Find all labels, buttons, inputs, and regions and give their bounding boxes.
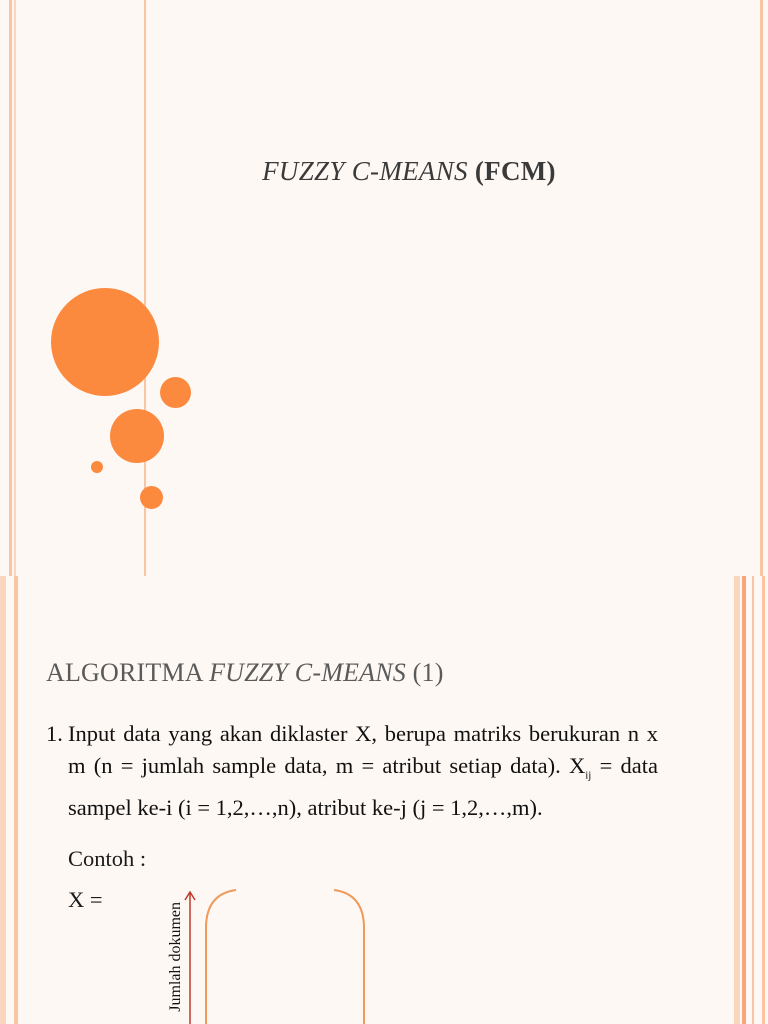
step-paragraph	[46, 718, 658, 824]
subscript-ij: ij	[585, 769, 592, 782]
heading-italic: FUZZY C-MEANS	[209, 658, 406, 687]
content-slide	[0, 576, 768, 1024]
decor-line	[0, 576, 6, 1024]
step-number: 1.	[46, 721, 63, 746]
decor-circle	[160, 377, 191, 408]
slide-title	[0, 156, 768, 187]
title-italic: FUZZY C-MEANS	[262, 156, 468, 186]
matrix-label: X =	[68, 887, 103, 912]
decor-line	[752, 576, 754, 1024]
decor-circle	[91, 461, 103, 473]
decor-line	[14, 0, 16, 576]
axis-label: Jumlah dokumen	[167, 902, 184, 1012]
step-text	[68, 718, 658, 824]
step-text-a: Input data yang akan diklaster X, berupa matriks berukuran n x m (n = jumlah sample data, m = atribut setiap data). X	[68, 721, 658, 778]
decor-circle	[110, 409, 164, 463]
heading-suffix: (1)	[405, 658, 444, 687]
step-text-b: = data sampel ke-i (i = 1,2,…,n), atribut ke-j (j = 1,2,…,m).	[68, 753, 658, 820]
decor-line	[762, 576, 765, 1024]
decor-circle-large	[51, 288, 159, 396]
heading-plain: ALGORITMA	[46, 658, 210, 687]
decor-line	[14, 576, 18, 1024]
decor-line	[734, 576, 740, 1024]
decor-line	[742, 576, 746, 1024]
matrix-brackets	[200, 888, 370, 1024]
decor-line	[9, 0, 12, 576]
decor-line	[760, 0, 763, 576]
title-bold: (FCM)	[474, 156, 556, 186]
decor-circle	[140, 486, 163, 509]
example-label: Contoh :	[68, 846, 147, 871]
slide-heading	[46, 658, 444, 688]
